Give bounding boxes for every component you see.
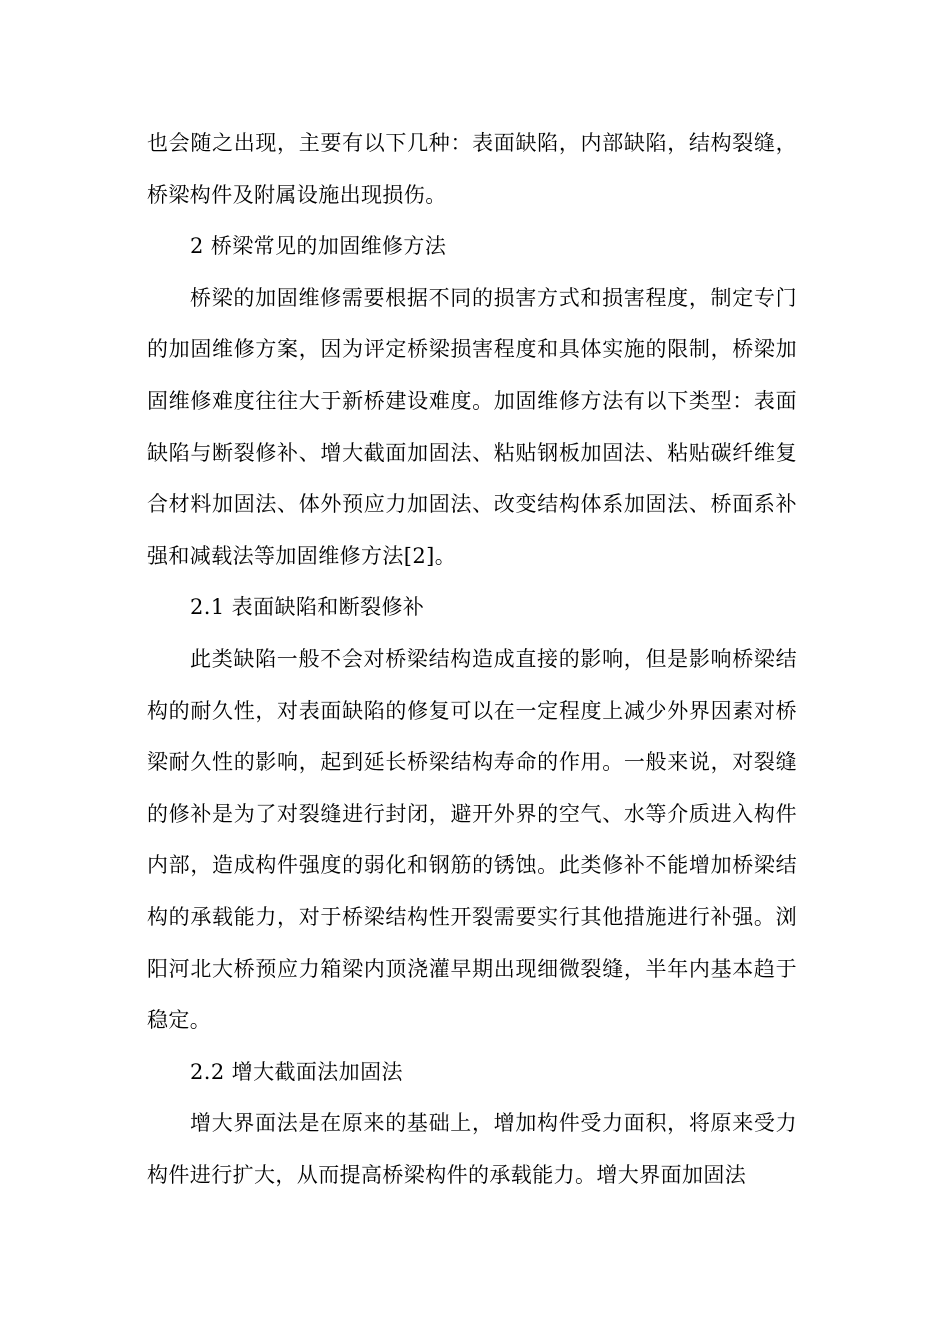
section-heading-2-2: 2.2 增大截面法加固法 xyxy=(190,1059,403,1084)
section-heading-2-1: 2.1 表面缺陷和断裂修补 xyxy=(190,595,425,620)
paragraph-surface-defects: 此类缺陷一般不会对桥梁结构造成直接的影响，但是影响桥梁结构的耐久性，对表面缺陷的修复可以在一定程度上减少外界因素对桥梁耐久性的影响，起到延长桥梁结构寿命的作用。一般来说，对裂缝的修补是为了对裂缝进行封闭，避开外界的空气、水等介质进入构件内部，造成构件强度的弱化和钢筋的锈蚀。此类修补不能增加桥梁结构的承载能力，对于桥梁结构性开裂需要实行其他措施进行补强。浏阳河北大桥预应力箱梁内顶浇灌早期出现细微裂缝，半年内基本趋于稳定。 xyxy=(147,646,797,1033)
paragraph-continued: 也会随之出现，主要有以下几种：表面缺陷，内部缺陷，结构裂缝，桥梁构件及附属设施出现损伤。 xyxy=(147,131,797,207)
document-body xyxy=(147,118,797,1201)
section-heading-2: 2 桥梁常见的加固维修方法 xyxy=(190,234,447,259)
paragraph-enlarged-section: 增大界面法是在原来的基础上，增加构件受力面积，将原来受力构件进行扩大，从而提高桥梁构件的承载能力。增大界面加固法 xyxy=(147,1111,797,1187)
paragraph-repair-methods: 桥梁的加固维修需要根据不同的损害方式和损害程度，制定专门的加固维修方案，因为评定桥梁损害程度和具体实施的限制，桥梁加固维修难度往往大于新桥建设难度。加固维修方法有以下类型：表面缺陷与断裂修补、增大截面加固法、粘贴钢板加固法、粘贴碳纤维复合材料加固法、体外预应力加固法、改变结构体系加固法、桥面系补强和减载法等加固维修方法[2]。 xyxy=(147,285,797,568)
